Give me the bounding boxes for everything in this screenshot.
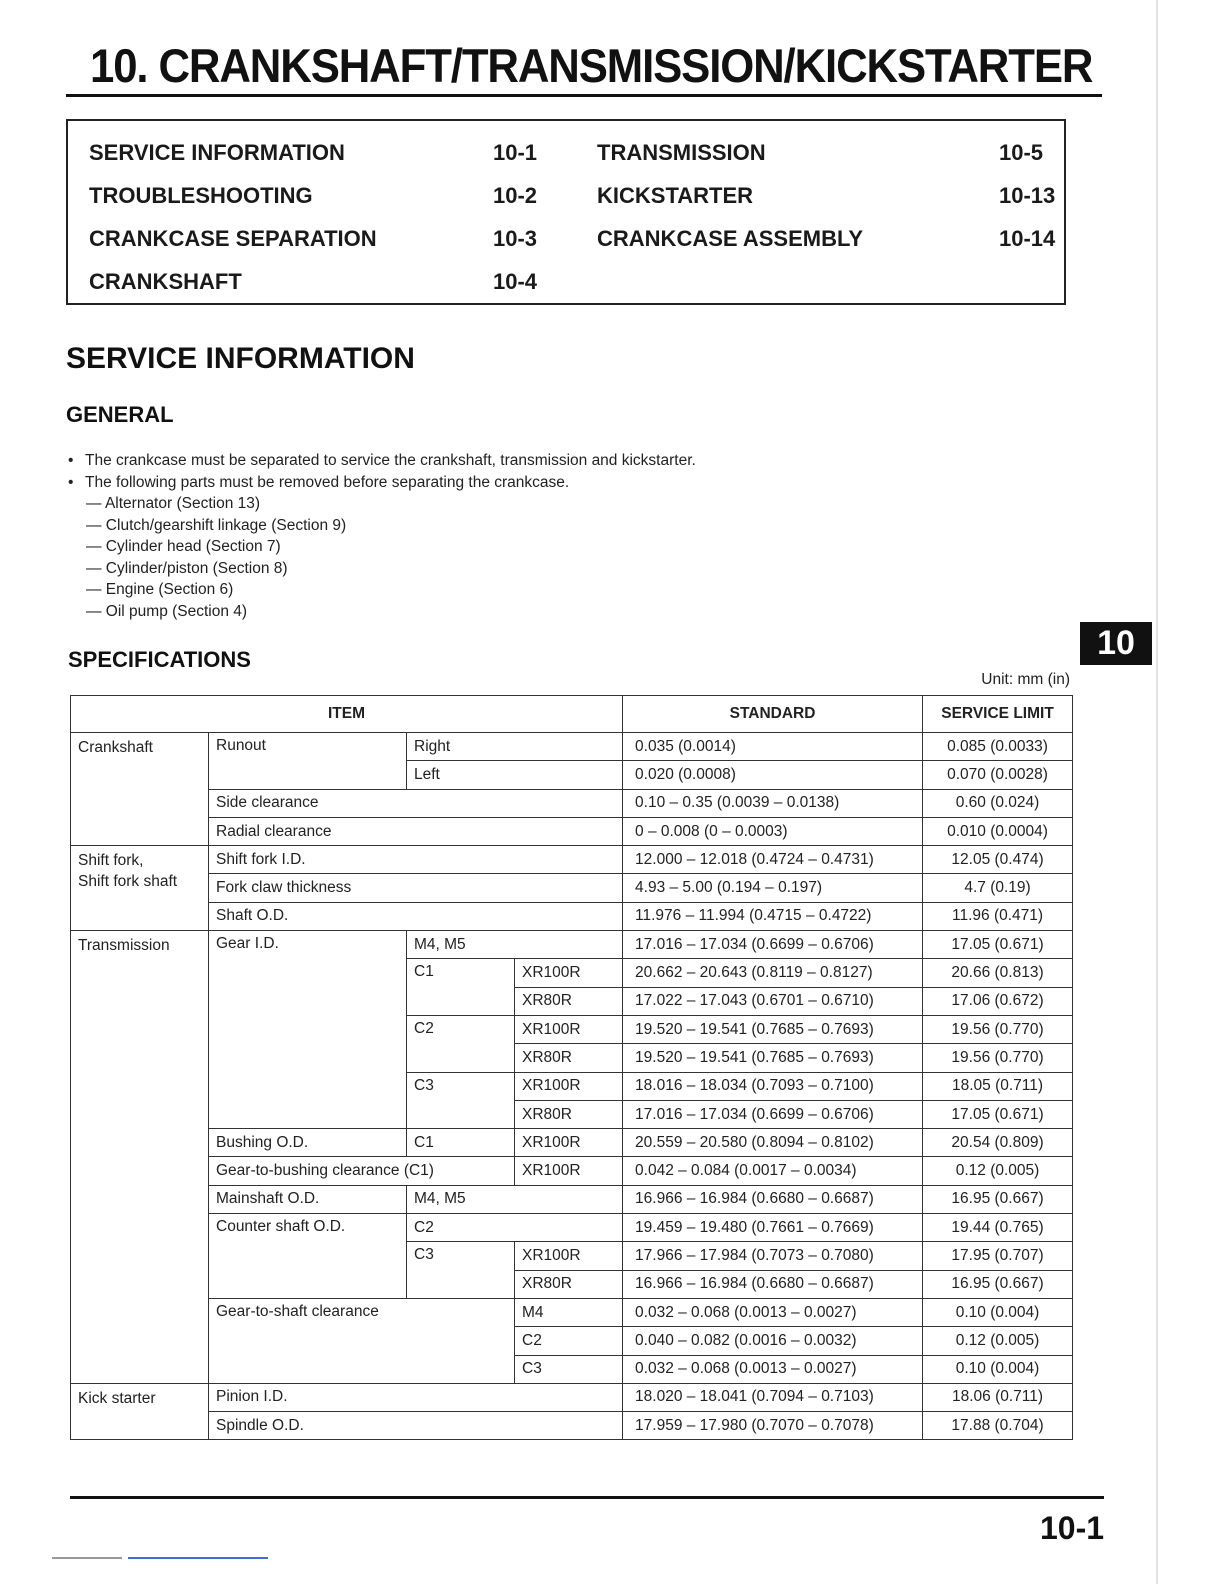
item-cell: Gear-to-bushing clearance (C1) xyxy=(209,1157,515,1185)
standard-cell: 4.93 – 5.00 (0.194 – 0.197) xyxy=(623,874,923,902)
table-row xyxy=(71,1298,1073,1326)
toc-page-crankshaft: 10-4 xyxy=(493,269,538,294)
sub-list-item: — Cylinder/piston (Section 8) xyxy=(86,559,288,577)
standard-cell: 16.966 – 16.984 (0.6680 – 0.6687) xyxy=(623,1270,923,1298)
limit-cell: 0.12 (0.005) xyxy=(923,1327,1073,1355)
toc-entry-crankcase-separation[interactable]: CRANKCASE SEPARATION xyxy=(89,226,377,251)
category-cell: Crankshaft xyxy=(71,733,209,846)
toc-page-kickstarter: 10-13 xyxy=(999,183,1056,208)
item-cell: Shift fork I.D. xyxy=(209,846,623,874)
model-cell: XR80R xyxy=(515,1044,623,1072)
limit-cell: 19.44 (0.765) xyxy=(923,1214,1073,1242)
limit-cell: 16.95 (0.667) xyxy=(923,1185,1073,1213)
standard-cell: 0.035 (0.0014) xyxy=(623,733,923,761)
standard-cell: 0.020 (0.0008) xyxy=(623,761,923,789)
sub-list-item: — Oil pump (Section 4) xyxy=(86,602,248,620)
toc-page-service-information: 10-1 xyxy=(493,140,538,165)
table-row xyxy=(71,902,1073,930)
toc-entry-crankcase-assembly[interactable]: CRANKCASE ASSEMBLY xyxy=(597,226,864,251)
subitem-cell: M4, M5 xyxy=(407,1185,623,1213)
model-cell: XR100R xyxy=(515,1242,623,1270)
toc-page-crankcase-assembly: 10-14 xyxy=(999,226,1056,251)
limit-cell: 19.56 (0.770) xyxy=(923,1044,1073,1072)
category-line: Shift fork shaft xyxy=(78,873,178,891)
subitem-cell: Left xyxy=(407,761,623,789)
standard-cell: 0.10 – 0.35 (0.0039 – 0.0138) xyxy=(623,789,923,817)
limit-cell: 0.10 (0.004) xyxy=(923,1298,1073,1326)
standard-cell: 18.020 – 18.041 (0.7094 – 0.7103) xyxy=(623,1383,923,1411)
limit-cell: 17.95 (0.707) xyxy=(923,1242,1073,1270)
toc-entry-transmission[interactable]: TRANSMISSION xyxy=(597,140,766,165)
model-cell: XR100R xyxy=(515,1015,623,1043)
item-cell: Fork claw thickness xyxy=(209,874,623,902)
header-standard: STANDARD xyxy=(623,696,923,733)
item-cell: Shaft O.D. xyxy=(209,902,623,930)
subitem-cell: C1 xyxy=(407,959,515,1016)
table-row xyxy=(71,789,1073,817)
table-of-contents xyxy=(66,119,1066,305)
list-item: • The crankcase must be separated to service the crankshaft, transmission and kickstarter. xyxy=(68,450,968,472)
limit-cell: 0.60 (0.024) xyxy=(923,789,1073,817)
scan-artifact-line xyxy=(52,1557,122,1559)
standard-cell: 0.042 – 0.084 (0.0017 – 0.0034) xyxy=(623,1157,923,1185)
section-title: SERVICE INFORMATION xyxy=(66,342,415,375)
limit-cell: 20.66 (0.813) xyxy=(923,959,1073,987)
table-row xyxy=(71,874,1073,902)
list-item: • The following parts must be removed before separating the crankcase. xyxy=(68,472,968,494)
standard-cell: 12.000 – 12.018 (0.4724 – 0.4731) xyxy=(623,846,923,874)
standard-cell: 0.032 – 0.068 (0.0013 – 0.0027) xyxy=(623,1355,923,1383)
table-row xyxy=(71,1185,1073,1213)
standard-cell: 17.959 – 17.980 (0.7070 – 0.7078) xyxy=(623,1412,923,1440)
subitem-cell: C2 xyxy=(407,1015,515,1072)
standard-cell: 20.662 – 20.643 (0.8119 – 0.8127) xyxy=(623,959,923,987)
limit-cell: 0.010 (0.0004) xyxy=(923,817,1073,845)
header-service-limit: SERVICE LIMIT xyxy=(923,696,1073,733)
table-row xyxy=(71,817,1073,845)
limit-cell: 20.54 (0.809) xyxy=(923,1129,1073,1157)
subitem-cell: C2 xyxy=(407,1214,623,1242)
standard-cell: 17.016 – 17.034 (0.6699 – 0.6706) xyxy=(623,1100,923,1128)
item-cell: Bushing O.D. xyxy=(209,1129,407,1157)
limit-cell: 0.10 (0.004) xyxy=(923,1355,1073,1383)
standard-cell: 17.966 – 17.984 (0.7073 – 0.7080) xyxy=(623,1242,923,1270)
table-row xyxy=(71,1412,1073,1440)
scan-edge-shadow xyxy=(1156,0,1158,1584)
general-notes xyxy=(68,450,968,622)
item-cell: Side clearance xyxy=(209,789,623,817)
subitem-cell: C3 xyxy=(407,1072,515,1129)
standard-cell: 19.520 – 19.541 (0.7685 – 0.7693) xyxy=(623,1015,923,1043)
sub-list-item: — Engine (Section 6) xyxy=(86,581,234,598)
chapter-title: 10. CRANKSHAFT/TRANSMISSION/KICKSTARTER xyxy=(90,39,1093,92)
model-cell: XR80R xyxy=(515,987,623,1015)
item-cell: Mainshaft O.D. xyxy=(209,1185,407,1213)
model-cell: XR100R xyxy=(515,959,623,987)
category-cell xyxy=(71,846,209,931)
limit-cell: 18.05 (0.711) xyxy=(923,1072,1073,1100)
item-cell: Spindle O.D. xyxy=(209,1412,623,1440)
table-row xyxy=(71,733,1073,761)
table-header-row xyxy=(71,696,1073,733)
model-cell: XR100R xyxy=(515,1129,623,1157)
subitem-cell: M4, M5 xyxy=(407,931,623,959)
sub-list-item: — Clutch/gearshift linkage (Section 9) xyxy=(86,516,347,534)
item-cell: Gear-to-shaft clearance xyxy=(209,1298,515,1383)
category-line: Shift fork, xyxy=(78,852,144,870)
subitem-cell: Right xyxy=(407,733,623,761)
standard-cell: 17.022 – 17.043 (0.6701 – 0.6710) xyxy=(623,987,923,1015)
model-cell: XR80R xyxy=(515,1100,623,1128)
header-item: ITEM xyxy=(71,696,623,733)
item-cell: Counter shaft O.D. xyxy=(209,1214,407,1299)
limit-cell: 11.96 (0.471) xyxy=(923,902,1073,930)
table-row xyxy=(71,1383,1073,1411)
toc-page-crankcase-separation: 10-3 xyxy=(493,226,538,251)
page-number: 10-1 xyxy=(1040,1510,1105,1546)
sub-list-item: — Alternator (Section 13) xyxy=(86,495,261,512)
footer-rule xyxy=(70,1496,1104,1499)
category-cell: Transmission xyxy=(71,931,209,1384)
model-cell: XR100R xyxy=(515,1157,623,1185)
limit-cell: 4.7 (0.19) xyxy=(923,874,1073,902)
subitem-cell: C3 xyxy=(407,1242,515,1299)
link-underline xyxy=(128,1557,268,1559)
item-cell: Radial clearance xyxy=(209,817,623,845)
toc-entry-service-information[interactable]: SERVICE INFORMATION xyxy=(89,140,345,165)
limit-cell: 17.06 (0.672) xyxy=(923,987,1073,1015)
table-row xyxy=(71,846,1073,874)
limit-cell: 12.05 (0.474) xyxy=(923,846,1073,874)
standard-cell: 0.032 – 0.068 (0.0013 – 0.0027) xyxy=(623,1298,923,1326)
model-cell: M4 xyxy=(515,1298,623,1326)
specifications-heading: SPECIFICATIONS xyxy=(68,647,251,672)
standard-cell: 19.520 – 19.541 (0.7685 – 0.7693) xyxy=(623,1044,923,1072)
standard-cell: 18.016 – 18.034 (0.7093 – 0.7100) xyxy=(623,1072,923,1100)
limit-cell: 0.070 (0.0028) xyxy=(923,761,1073,789)
toc-entry-troubleshooting[interactable]: TROUBLESHOOTING xyxy=(89,183,313,208)
standard-cell: 0.040 – 0.082 (0.0016 – 0.0032) xyxy=(623,1327,923,1355)
limit-cell: 17.88 (0.704) xyxy=(923,1412,1073,1440)
standard-cell: 17.016 – 17.034 (0.6699 – 0.6706) xyxy=(623,931,923,959)
general-bullet-text: The crankcase must be separated to service the crankshaft, transmission and kickstarter. xyxy=(85,452,696,469)
table-row xyxy=(71,931,1073,959)
specifications-table xyxy=(70,695,1073,1440)
toc-entry-kickstarter[interactable]: KICKSTARTER xyxy=(597,183,754,208)
standard-cell: 20.559 – 20.580 (0.8094 – 0.8102) xyxy=(623,1129,923,1157)
standard-cell: 19.459 – 19.480 (0.7661 – 0.7669) xyxy=(623,1214,923,1242)
limit-cell: 0.085 (0.0033) xyxy=(923,733,1073,761)
limit-cell: 19.56 (0.770) xyxy=(923,1015,1073,1043)
limit-cell: 17.05 (0.671) xyxy=(923,931,1073,959)
model-cell: XR80R xyxy=(515,1270,623,1298)
standard-cell: 16.966 – 16.984 (0.6680 – 0.6687) xyxy=(623,1185,923,1213)
general-bullet-text: The following parts must be removed before separating the crankcase. xyxy=(85,473,570,491)
sub-list-item: — Cylinder head (Section 7) xyxy=(86,538,281,555)
limit-cell: 16.95 (0.667) xyxy=(923,1270,1073,1298)
item-cell: Runout xyxy=(209,733,407,790)
unit-note: Unit: mm (in) xyxy=(981,671,1070,688)
chapter-tab-marker: 10 xyxy=(1080,622,1152,665)
subitem-cell: C1 xyxy=(407,1129,515,1157)
model-cell: C2 xyxy=(515,1327,623,1355)
table-row xyxy=(71,1157,1073,1185)
table-row xyxy=(71,1214,1073,1242)
toc-page-troubleshooting: 10-2 xyxy=(493,183,538,208)
limit-cell: 0.12 (0.005) xyxy=(923,1157,1073,1185)
toc-entry-crankshaft[interactable]: CRANKSHAFT xyxy=(89,269,242,294)
standard-cell: 11.976 – 11.994 (0.4715 – 0.4722) xyxy=(623,902,923,930)
limit-cell: 17.05 (0.671) xyxy=(923,1100,1073,1128)
standard-cell: 0 – 0.008 (0 – 0.0003) xyxy=(623,817,923,845)
general-heading: GENERAL xyxy=(66,402,174,427)
toc-page-transmission: 10-5 xyxy=(999,140,1044,165)
table-row xyxy=(71,1129,1073,1157)
category-cell: Kick starter xyxy=(71,1383,209,1440)
limit-cell: 18.06 (0.711) xyxy=(923,1383,1073,1411)
model-cell: XR100R xyxy=(515,1072,623,1100)
title-rule xyxy=(66,94,1102,97)
item-cell: Gear I.D. xyxy=(209,931,407,1129)
item-cell: Pinion I.D. xyxy=(209,1383,623,1411)
model-cell: C3 xyxy=(515,1355,623,1383)
